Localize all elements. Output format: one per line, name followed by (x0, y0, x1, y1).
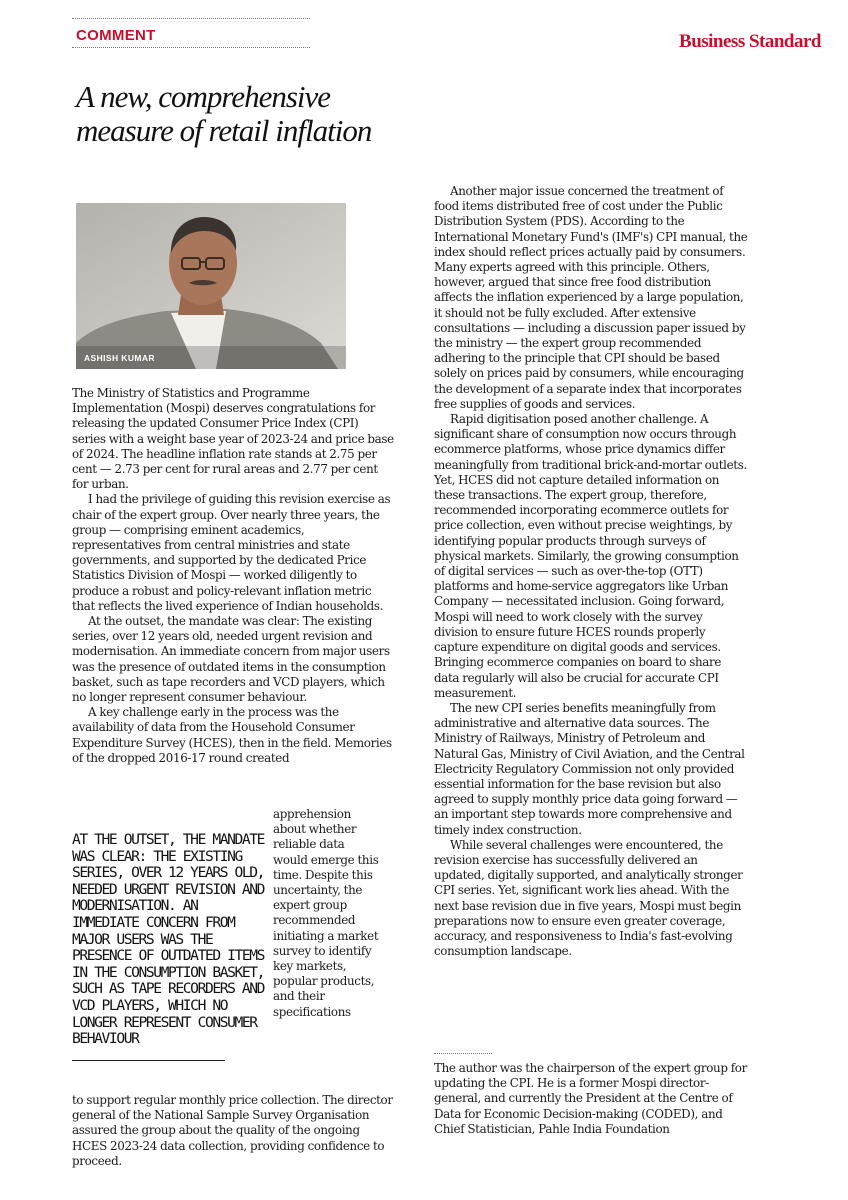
narrow-column (273, 807, 381, 1020)
author-portrait-icon (76, 203, 346, 369)
brand-logo: Business Standard (679, 31, 821, 52)
top-rule-left (72, 18, 310, 19)
paragraph: The Ministry of Statistics and Programme Implementation (Mospi) deserves congratulations for releasing the updated Consumer Price Index (CPI) series with a weight base year of 2023-24 and price base of 2024. The headline inflation rate stands at 2.75 per cent — 2.73 per cent for rural areas and 2.77 per cent for urban. (72, 386, 394, 492)
paragraph: A key challenge early in the process was the availability of data from the Household Consumer Expenditure Survey (HCES), then in the field. Memories of the dropped 2016-17 round created (72, 705, 392, 765)
paragraph: While several challenges were encountered, the revision exercise has successfully delivered an updated, digitally supported, and analytically stronger CPI series. Yet, significant work lies ahead. With the next base revision due in five years, Mospi must begin preparations now to ensure even greater coverage, accuracy, and responsiveness to India's fast-evolving consumption landscape. (434, 837, 743, 959)
headline: A new, comprehensive measure of retail inflation (76, 79, 372, 148)
author-note-text: The author was the chairperson of the expert group for updating the CPI. He is a former Mospi director-general, and currently the President at the Centre of Data for Economic Decision-making (CODED), and Chief Statistician, Pahle India Foundation (434, 1061, 747, 1136)
paragraph: I had the privilege of guiding this revision exercise as chair of the expert group. Over nearly three years, the group — comprising eminent academics, representatives from central ministries and state governments, and supported by the dedicated Price Statistics Division of Mospi — worked diligently to produce a robust and policy-relevant inflation metric that reflects the lived experience of Indian households. (72, 492, 391, 613)
author-name: ASHISH KUMAR (84, 353, 155, 363)
pull-quote (72, 832, 270, 1048)
author-note (434, 1061, 754, 1137)
paragraph: apprehension about whether reliable data would emerge this time. Despite this uncertainty, the expert group recommended initiating a market survey to identify key markets, popular products, and their specifications (273, 807, 379, 1019)
pull-quote-rule (72, 1060, 225, 1061)
section-label: COMMENT (76, 27, 156, 44)
paragraph: At the outset, the mandate was clear: The existing series, over 12 years old, needed urgent revision and modernisation. An immediate concern from major users was the presence of outdated items in the consumption basket, such as tape recorders and VCD players, which no longer represent consumer behaviour. (72, 614, 390, 705)
paragraph: Another major issue concerned the treatment of food items distributed free of cost under the Public Distribution System (PDS). According to the International Monetary Fund's (IMF's) CPI manual, the index should reflect prices actually paid by consumers. Many experts agreed with this principle. Others, however, argued that since free food distribution affects the inflation experienced by a large population, it should not be fully excluded. After extensive consultations — including a discussion paper issued by the ministry — the expert group recommended adhering to the principle that CPI should be based solely on prices paid by consumers, while encouraging the development of a separate index that incorporates free supplies of goods and services. (434, 184, 748, 411)
left-column (72, 386, 394, 766)
author-note-rule (434, 1053, 492, 1054)
right-column (434, 184, 749, 959)
author-caption (76, 346, 346, 369)
left-column-continuation (72, 1093, 394, 1169)
paragraph: Rapid digitisation posed another challenge. A significant share of consumption now occurs through ecommerce platforms, whose price dynamics differ meaningfully from traditional brick-and-mortar outlets. Yet, HCES did not capture detailed information on these transactions. The expert group, therefore, recommended incorporating ecommerce outlets for price collection, even without precise weightings, by identifying popular products through surveys of physical markets. Similarly, the growing consumption of digital services — such as over-the-top (OTT) platforms and home-service aggregators like Urban Company — necessitated inclusion. Going forward, Mospi will need to work closely with the survey division to ensure future HCES rounds properly capture expenditure on digital goods and services. Bringing ecommerce companies on board to share data regularly will also be crucial for accurate CPI measurement. (434, 412, 747, 700)
paragraph: The new CPI series benefits meaningfully from administrative and alternative data sources. The Ministry of Railways, Ministry of Petroleum and Natural Gas, Ministry of Civil Aviation, and the Central Electricity Regulatory Commission not only provided essential information for the base revision but also agreed to supply monthly price data going forward — an important step towards more comprehensive and timely index construction. (434, 700, 745, 837)
pull-quote-text: AT THE OUTSET, THE MANDATE WAS CLEAR: THE EXISTING SERIES, OVER 12 YEARS OLD, NEEDED URGENT REVISION AND MODERNISATION. AN IMMEDIATE CONCERN FROM MAJOR USERS WAS THE PRESENCE OF OUTDATED ITEMS IN THE CONSUMPTION BASKET, SUCH AS TAPE RECORDERS AND VCD PLAYERS, WHICH NO LONGER REPRESENT CONSUMER BEHAVIOUR (72, 831, 265, 1048)
paragraph: to support regular monthly price collection. The director general of the National Sample Survey Organisation assured the group about the quality of the ongoing HCES 2023-24 data collection, providing confidence to proceed. (72, 1093, 393, 1168)
author-photo (76, 203, 346, 369)
top-rule-under-section (72, 47, 310, 48)
